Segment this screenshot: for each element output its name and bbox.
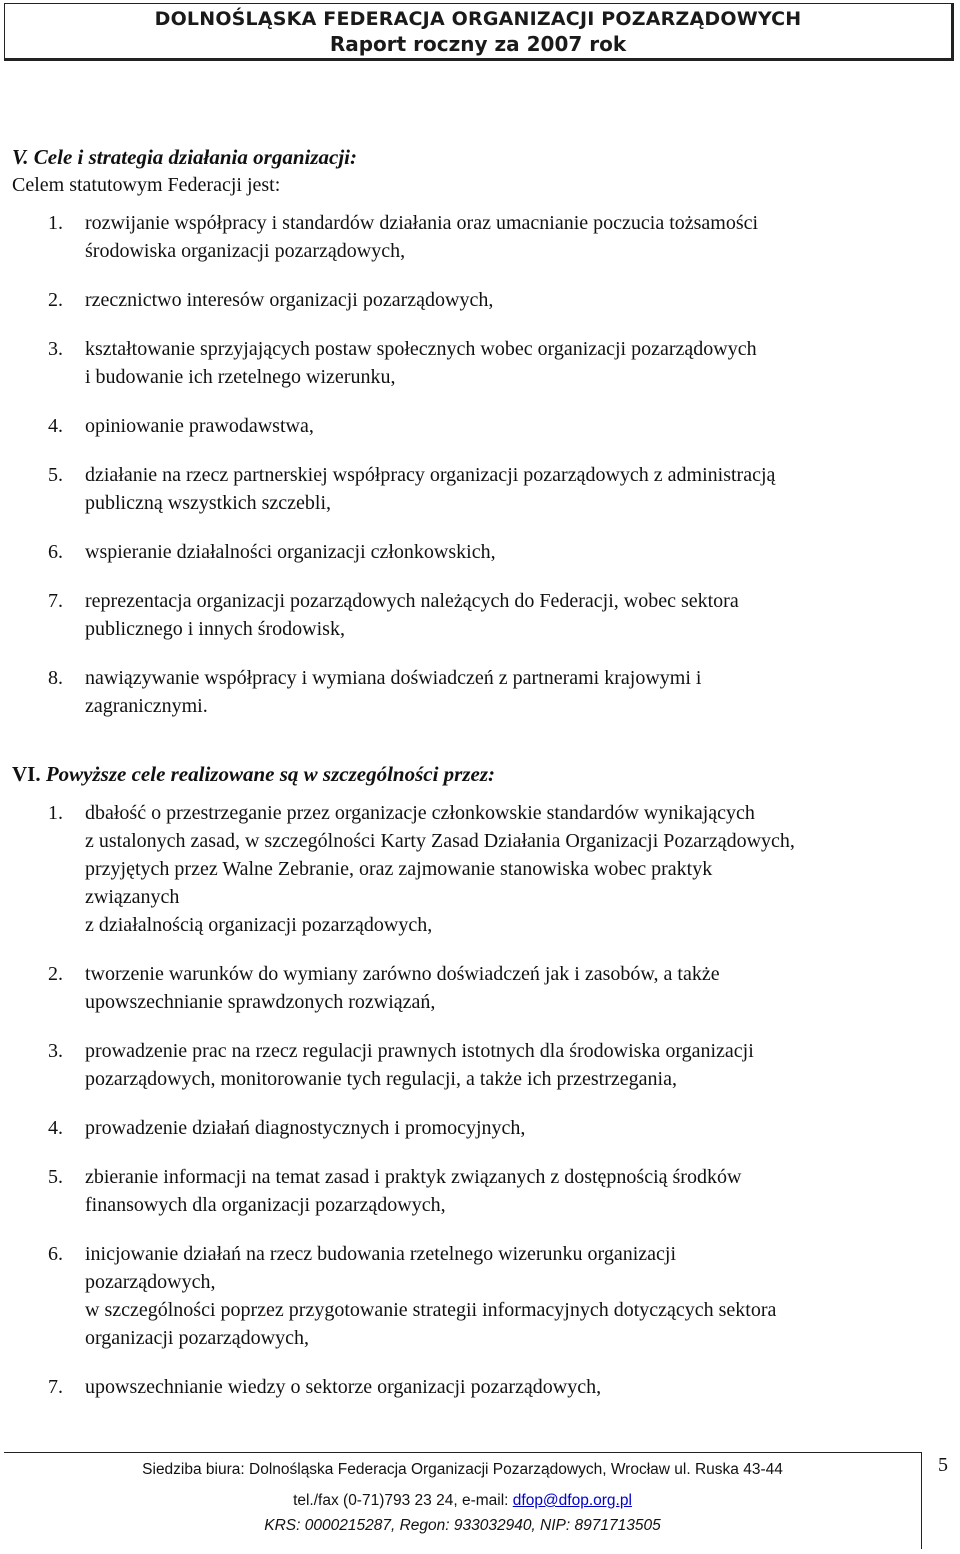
- list-item-number: 1.: [48, 212, 63, 234]
- list-item-line: w szczególności poprzez przygotowanie strategii informacyjnych dotyczących sektora: [85, 1299, 777, 1321]
- list-item-number: 4.: [48, 1117, 63, 1139]
- list-item: [0, 1240, 945, 1352]
- list-item-line: z ustalonych zasad, w szczególności Karty Zasad Działania Organizacji Pozarządowych,: [85, 830, 795, 852]
- page-header: [4, 3, 954, 61]
- page-number: 5: [938, 1454, 948, 1476]
- list-item-line: wspieranie działalności organizacji członkowskich,: [85, 541, 496, 563]
- list-item: [0, 1163, 945, 1219]
- list-item-line: rzecznictwo interesów organizacji pozarządowych,: [85, 289, 494, 311]
- footer-contact-prefix: tel./fax (0-71)793 23 24, e-mail:: [293, 1492, 513, 1509]
- list-item-line: opiniowanie prawodawstwa,: [85, 415, 314, 437]
- list-item-line: pozarządowych, monitorowanie tych regulacji, a także ich przestrzegania,: [85, 1068, 677, 1090]
- list-item-line: nawiązywanie współpracy i wymiana doświadczeń z partnerami krajowymi i: [85, 667, 702, 689]
- list-item: [0, 1114, 945, 1142]
- list-item: [0, 286, 945, 314]
- list-item: [0, 538, 945, 566]
- list-item: [0, 960, 945, 1016]
- list-item-number: 7.: [48, 1376, 63, 1398]
- list-item-number: 3.: [48, 338, 63, 360]
- list-item-line: prowadzenie prac na rzecz regulacji prawnych istotnych dla środowiska organizacji: [85, 1040, 754, 1062]
- list-item: [0, 335, 945, 391]
- list-item-line: tworzenie warunków do wymiany zarówno doświadczeń jak i zasobów, a także: [85, 963, 720, 985]
- list-item-line: i budowanie ich rzetelnego wizerunku,: [85, 366, 396, 388]
- list-item-line: reprezentacja organizacji pozarządowych należących do Federacji, wobec sektora: [85, 590, 739, 612]
- list-item-number: 2.: [48, 963, 63, 985]
- list-item-number: 6.: [48, 541, 63, 563]
- section-v-title: V. Cele i strategia działania organizacji:: [12, 145, 357, 169]
- list-item-line: pozarządowych,: [85, 1271, 216, 1293]
- list-item-line: upowszechnianie sprawdzonych rozwiązań,: [85, 991, 436, 1013]
- section-v-intro: Celem statutowym Federacji jest:: [12, 174, 281, 196]
- list-item: [0, 799, 945, 939]
- email-link[interactable]: dfop@dfop.org.pl: [512, 1492, 632, 1509]
- list-item-line: finansowych dla organizacji pozarządowych,: [85, 1194, 446, 1216]
- list-item-number: 3.: [48, 1040, 63, 1062]
- list-item-number: 5.: [48, 1166, 63, 1188]
- list-item-line: inicjowanie działań na rzecz budowania rzetelnego wizerunku organizacji: [85, 1243, 677, 1265]
- list-item-line: kształtowanie sprzyjających postaw społecznych wobec organizacji pozarządowych: [85, 338, 757, 360]
- list-item: [0, 412, 945, 440]
- list-item-line: dbałość o przestrzeganie przez organizacje członkowskie standardów wynikających: [85, 802, 755, 824]
- footer-contact: [4, 1492, 921, 1510]
- list-item-line: rozwijanie współpracy i standardów działania oraz umacnianie poczucia tożsamości: [85, 212, 759, 234]
- list-item-number: 1.: [48, 802, 63, 824]
- section-vi-number: VI.: [12, 762, 41, 786]
- list-item: [0, 587, 945, 643]
- list-item-line: działanie na rzecz partnerskiej współpracy organizacji pozarządowych z administracją: [85, 464, 776, 486]
- section-vi-title: [12, 762, 495, 787]
- list-item-line: prowadzenie działań diagnostycznych i promocyjnych,: [85, 1117, 526, 1139]
- list-item-line: związanych: [85, 886, 180, 908]
- list-item-number: 8.: [48, 667, 63, 689]
- list-item-line: publicznego i innych środowisk,: [85, 618, 345, 640]
- list-item-line: publiczną wszystkich szczebli,: [85, 492, 332, 514]
- list-item-line: przyjętych przez Walne Zebranie, oraz zajmowanie stanowiska wobec praktyk: [85, 858, 713, 880]
- list-item-number: 2.: [48, 289, 63, 311]
- list-item-number: 7.: [48, 590, 63, 612]
- list-item: [0, 664, 945, 720]
- list-item-line: środowiska organizacji pozarządowych,: [85, 240, 406, 262]
- list-item-line: upowszechnianie wiedzy o sektorze organizacji pozarządowych,: [85, 1376, 602, 1398]
- list-item-number: 5.: [48, 464, 63, 486]
- list-item-number: 4.: [48, 415, 63, 437]
- list-item-line: zagranicznymi.: [85, 695, 208, 717]
- footer-registry: KRS: 0000215287, Regon: 933032940, NIP: 8971713505: [264, 1517, 661, 1534]
- report-title: Raport roczny za 2007 rok: [329, 32, 627, 56]
- list-item-number: 6.: [48, 1243, 63, 1265]
- organization-name: DOLNOŚLĄSKA FEDERACJA ORGANIZACJI POZARZĄDOWYCH: [154, 8, 802, 30]
- section-vi-list: [0, 799, 945, 1401]
- list-item: [0, 1373, 945, 1401]
- list-item: [0, 209, 945, 265]
- section-vi-heading: Powyższe cele realizowane są w szczególności przez:: [45, 762, 495, 786]
- page-footer: [4, 1452, 922, 1549]
- footer-address: Siedziba biura: Dolnośląska Federacja Organizacji Pozarządowych, Wrocław ul. Ruska 43-44: [142, 1461, 783, 1478]
- list-item: [0, 1037, 945, 1093]
- list-item-line: z działalnością organizacji pozarządowych,: [85, 914, 433, 936]
- list-item: [0, 461, 945, 517]
- list-item-line: zbieranie informacji na temat zasad i praktyk związanych z dostępnością środków: [85, 1166, 742, 1188]
- list-item-line: organizacji pozarządowych,: [85, 1327, 309, 1349]
- section-v-list: [0, 209, 945, 720]
